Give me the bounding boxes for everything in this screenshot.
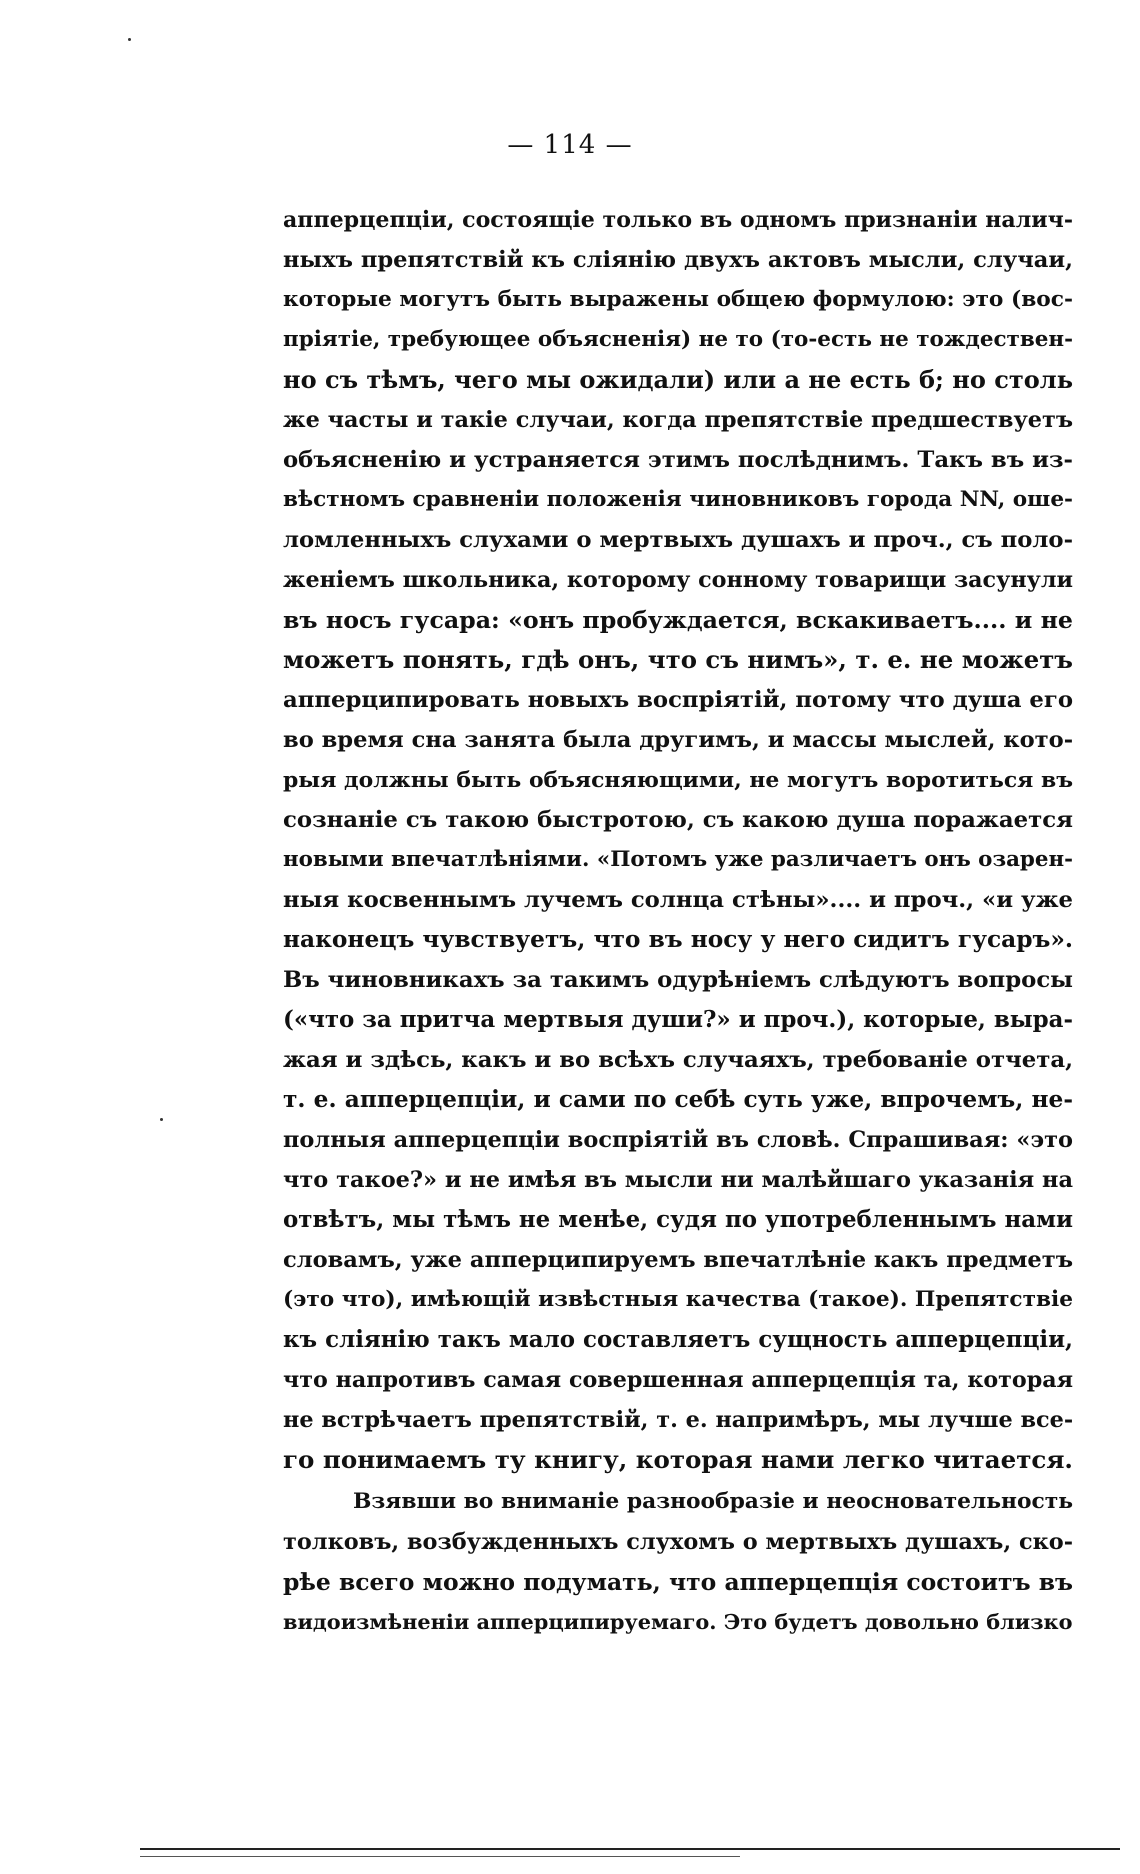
text-line: т. е. апперцепціи, и сами по себѣ суть уже, впрочемъ, не- <box>283 1086 1073 1113</box>
text-line: къ слiянію такъ мало составляетъ сущность апперцепціи, <box>283 1327 1073 1353</box>
text-line: Взявши во вниманіе разнообразіе и неосновательность <box>353 1489 1073 1514</box>
bottom-scan-rule <box>140 1856 740 1857</box>
text-line: женіемъ школьника, которому сонному товарищи засунули <box>283 567 1073 593</box>
paragraph <box>283 1482 1073 1642</box>
text-line: (это что), имѣющій извѣстныя качества (такое). Препятствіе <box>283 1287 1073 1312</box>
text-line: ныхъ препятствій къ слiянію двухъ актовъ мысли, случаи, <box>283 247 1073 273</box>
text-line: полныя апперцепціи воспріятій въ словѣ. Спрашивая: «это <box>283 1127 1073 1153</box>
text-line: апперцепціи, состоящіе только въ одномъ признаніи налич- <box>283 207 1073 233</box>
body-text <box>283 200 1073 1642</box>
text-line: можетъ понять, гдѣ онъ, что съ нимъ», т. е. не можетъ <box>283 645 1073 674</box>
text-line: словамъ, уже апперципируемъ впечатлѣніе какъ предметъ <box>283 1247 1073 1273</box>
text-line: рѣе всего можно подумать, что апперцепція состоитъ въ <box>283 1568 1073 1596</box>
text-line: но съ тѣмъ, чего мы ожидали) или а не есть б; но столь <box>283 365 1073 394</box>
print-speck <box>160 1118 163 1121</box>
text-line: что напротивъ самая совершенная апперцепція та, которая <box>283 1367 1073 1393</box>
text-line: жая и здѣсь, какъ и во всѣхъ случаяхъ, требованіе отчета, <box>283 1047 1073 1073</box>
text-line: наконецъ чувствуетъ, что въ носу у него сидитъ гусаръ». <box>283 926 1073 953</box>
text-line: вѣстномъ сравненіи положенія чиновниковъ города NN, оше- <box>283 487 1073 512</box>
text-line: («что за притча мертвыя души?» и проч.), которые, выра- <box>283 1007 1073 1033</box>
text-line: ныя косвеннымъ лучемъ солнца стѣны».... и проч., «и уже <box>283 887 1073 913</box>
bottom-scan-rule <box>140 1848 1120 1850</box>
text-line: что такое?» и не имѣя въ мысли ни малѣйшаго указанія на <box>283 1167 1073 1193</box>
paragraph <box>283 200 1073 1480</box>
text-line: объясненію и устраняется этимъ послѣднимъ. Такъ въ из- <box>283 447 1073 473</box>
text-line: во время сна занята была другимъ, и массы мыслей, кото- <box>283 727 1074 753</box>
text-line: рыя должны быть объясняющими, не могутъ воротиться въ <box>283 767 1073 793</box>
text-line: же часты и такіе случаи, когда препятствіе предшествуетъ <box>283 407 1073 433</box>
text-line: апперципировать новыхъ воспріятій, потому что душа его <box>283 687 1073 713</box>
text-line: не встрѣчаетъ препятствій, т. е. напримѣръ, мы лучше все- <box>283 1407 1074 1433</box>
text-line: отвѣтъ, мы тѣмъ не менѣе, судя по употребленнымъ нами <box>283 1206 1073 1233</box>
text-line: въ носъ гусара: «онъ пробуждается, вскакиваетъ.... и не <box>283 606 1073 634</box>
text-line: которые могутъ быть выражены общею формулою: это (вос- <box>283 287 1073 312</box>
text-line: толковъ, возбужденныхъ слухомъ о мертвыхъ душахъ, ско- <box>283 1529 1073 1555</box>
text-line: го понимаемъ ту книгу, которая нами легко читается. <box>283 1445 1073 1474</box>
text-line: видоизмѣненіи апперципируемаго. Это будетъ довольно близко <box>283 1609 1073 1634</box>
text-line: ломленныхъ слухами о мертвыхъ душахъ и проч., съ поло- <box>283 527 1073 553</box>
page-number: — 114 — <box>507 130 633 160</box>
text-line: Въ чиновникахъ за такимъ одурѣніемъ слѣдуютъ вопросы <box>283 967 1073 993</box>
text-line: сознаніе съ такою быстротою, съ какою душа поражается <box>283 807 1073 833</box>
text-line: пріятіе, требующее объясненія) не то (то-есть не тождествен- <box>283 327 1074 352</box>
text-line: новыми впечатлѣніями. «Потомъ уже различаетъ онъ озарен- <box>283 847 1073 872</box>
print-speck <box>128 38 131 41</box>
